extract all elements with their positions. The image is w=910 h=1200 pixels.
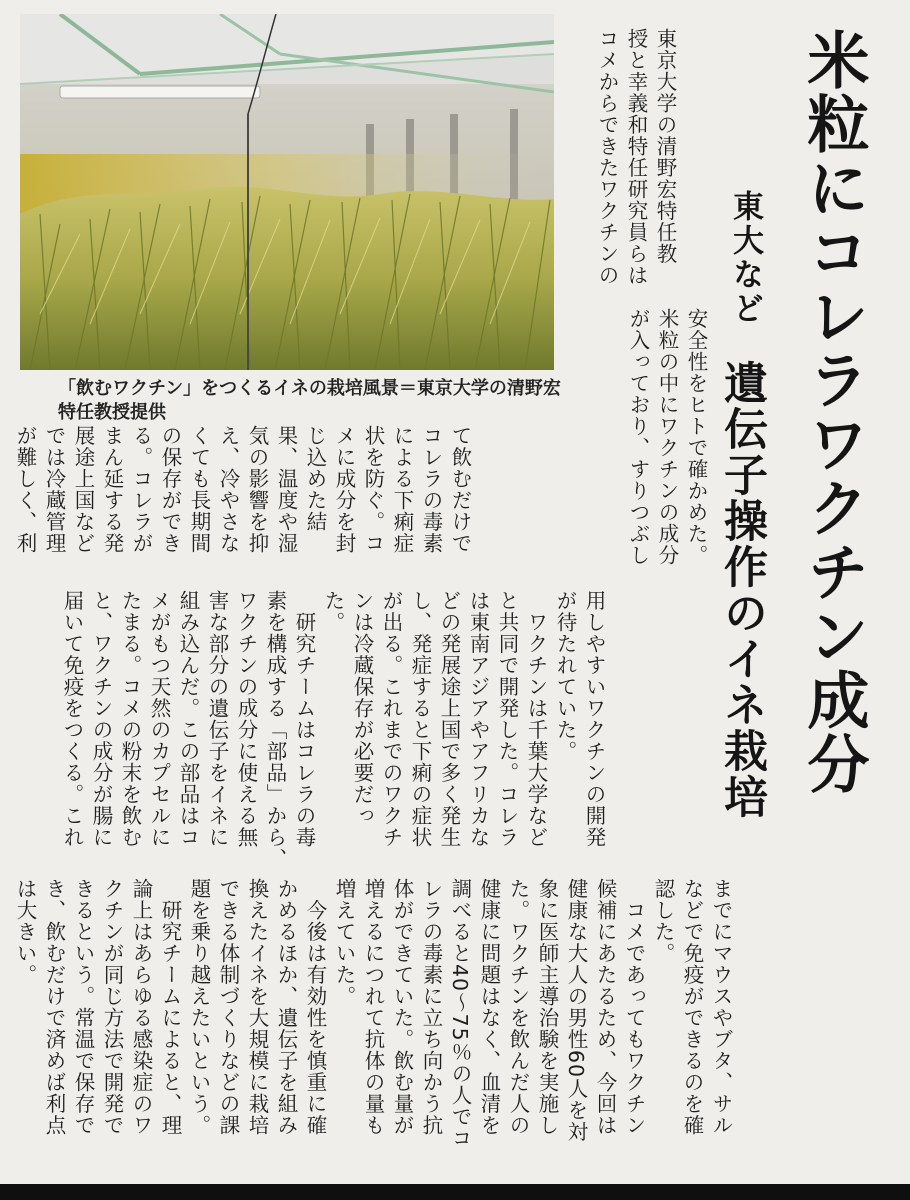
article-intro-text: 東京大学の清野宏特任教 授と幸義和特任研究員らは コメからできたワクチンの — [595, 28, 677, 286]
article-body-left: て飲むだけで コレラの毒素 による下痢症 状を防ぐ。コ メに成分を封 じ込めた結 果、温度や湿 気の影響を抑 え、冷やさな くても長期間 の保存ができ る。コレラが まん延する発 展途上国など では冷蔵管理 が難しく、利 — [13, 425, 472, 554]
article-body-top-b: 用しやすいワクチンの開発 が待たれていた。 ワクチンは千葉大学など と共同で開発した。コレラ は東南アジアやアフリカな どの発展途上国で多く発生 し、発症すると下痢の症状 が出る。これまでのワクチ ンは冷蔵保存が必要だっ た。 研究チームはコレラの毒 素を構成する「部品」から、 ワクチンの成分に使える無 害な部分の遺伝子をイネに 組み込んだ。この部品はコ メがもつ天然のカプセルに たまる。コメの粉末を飲む と、ワクチンの成分が腸に 届いて免疫をつくる。これ — [60, 590, 606, 870]
article-body-top-a: 安全性をヒトで確かめた。 米粒の中にワクチンの成分 が入っており、すりつぶし — [626, 308, 708, 566]
article-body-bottom: までにマウスやブタ、サル などで免疫ができるのを確 認した。 コメであってもワクチン 候補にあたるため、今回は 健康な大人の男性60人を対 象に医師主導治験を実施し た。ワクチンを飲んだ人の 健康に問題はなく、血清を 調べると40～75％の人でコ レラの毒素に立ち向かう抗 体ができていた。飲む量が 増えるにつれて抗体の量も 増えていた。 今後は有効性を慎重に確 かめるほか、遺伝子を組み 換えたイネを大規模に栽培 できる体制づくりなどの課 題を乗り越えたいという。 研究チームによると、理 論上はあらゆる感染症のワ クチンが同じ方法で開発で きるという。常温で保存で き、飲むだけで済めば利点 は大きい。 — [13, 878, 733, 1150]
headline: 米粒にコレラワクチン成分 — [797, 28, 870, 796]
subhead-organization: 東大など — [727, 190, 763, 326]
photo-caption: 「飲むワクチン」をつくるイネの栽培風景＝東京大学の清野宏特任教授提供 — [58, 378, 561, 423]
article-photo — [20, 14, 554, 370]
bottom-bar — [0, 1184, 910, 1200]
subhead-main: 遺伝子操作のイネ栽培 — [716, 360, 767, 820]
rice-plants-in-cultivation-room-photo — [20, 14, 554, 370]
